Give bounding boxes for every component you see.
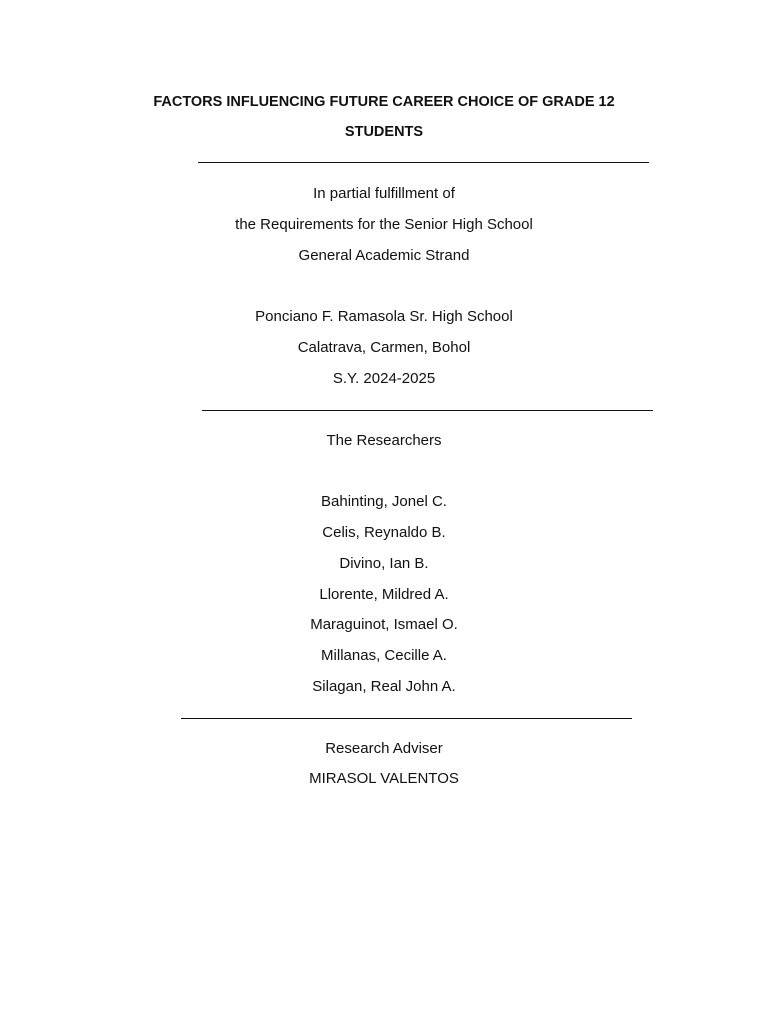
school-name: Ponciano F. Ramasola Sr. High School <box>255 308 513 325</box>
researcher-name: Celis, Reynaldo B. <box>322 524 446 541</box>
document-title-line-2: STUDENTS <box>344 124 424 140</box>
divider-rule-3 <box>181 718 632 719</box>
researcher-name: Millanas, Cecille A. <box>321 647 447 664</box>
researcher-name: Divino, Ian B. <box>339 555 429 572</box>
divider-rule-2 <box>202 410 653 411</box>
researcher-name: Bahinting, Jonel C. <box>321 493 447 510</box>
researchers-heading: The Researchers <box>326 432 442 449</box>
fulfillment-line-2: the Requirements for the Senior High School <box>235 216 533 233</box>
fulfillment-line-3: General Academic Strand <box>298 247 470 264</box>
researcher-name: Silagan, Real John A. <box>312 678 456 695</box>
researcher-name: Llorente, Mildred A. <box>319 586 449 603</box>
fulfillment-line-1: In partial fulfillment of <box>313 185 455 202</box>
adviser-heading: Research Adviser <box>325 740 443 757</box>
school-year: S.Y. 2024-2025 <box>332 370 436 387</box>
researcher-name: Maraguinot, Ismael O. <box>310 616 458 633</box>
document-title-line-1: FACTORS INFLUENCING FUTURE CAREER CHOICE OF GRADE 12 <box>153 94 615 110</box>
school-address: Calatrava, Carmen, Bohol <box>297 339 471 356</box>
adviser-name: MIRASOL VALENTOS <box>309 770 459 787</box>
divider-rule-1 <box>198 162 649 163</box>
